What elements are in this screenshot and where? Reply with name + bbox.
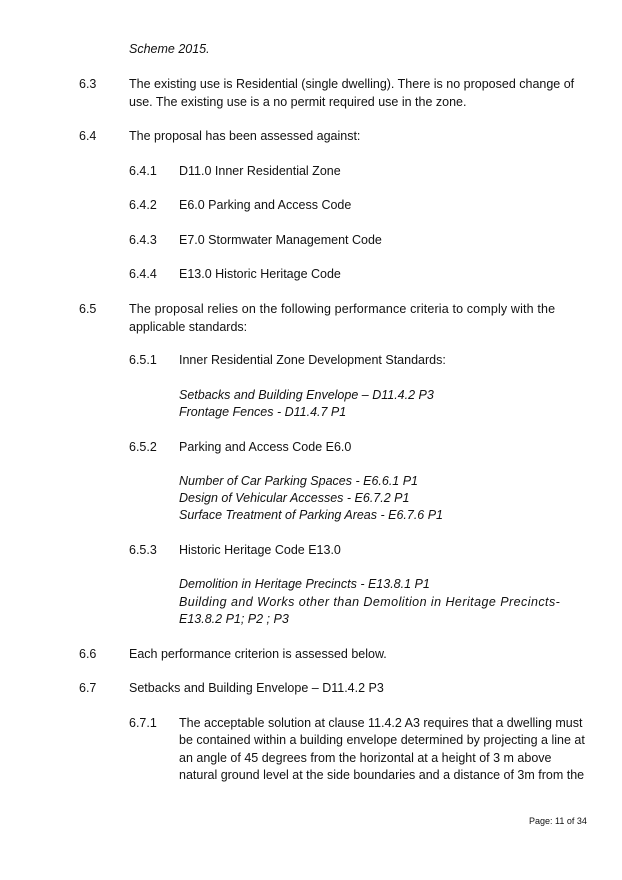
- item-number-6-5-3: 6.5.3: [129, 543, 157, 557]
- item-6-4-2-text: E6.0 Parking and Access Code: [179, 198, 352, 212]
- criterion-6-5-2-b: Design of Vehicular Accesses - E6.7.2 P1: [179, 491, 410, 505]
- item-number-6-5-1: 6.5.1: [129, 353, 157, 367]
- criterion-6-5-3-a: Demolition in Heritage Precincts - E13.8.1 P1: [179, 577, 430, 591]
- section-6-5-line-2: applicable standards:: [129, 320, 248, 334]
- item-6-7-1-line-1: The acceptable solution at clause 11.4.2 A3 requires that a dwelling must: [179, 716, 583, 730]
- section-6-6-text: Each performance criterion is assessed below.: [129, 647, 387, 661]
- item-6-7-1-line-2: be contained within a building envelope determined by projecting a line at: [179, 733, 585, 747]
- item-number-6-5-2: 6.5.2: [129, 440, 157, 454]
- item-6-5-2-text: Parking and Access Code E6.0: [179, 440, 352, 454]
- section-6-3-line-1: The existing use is Residential (single dwelling). There is no proposed change of: [129, 77, 575, 91]
- item-6-5-1-text: Inner Residential Zone Development Standards:: [179, 353, 446, 367]
- item-6-4-3-text: E7.0 Stormwater Management Code: [179, 233, 382, 247]
- criterion-6-5-3-b: Building and Works other than Demolition in Heritage Precincts-: [179, 595, 561, 609]
- criterion-6-5-3-c: E13.8.2 P1; P2 ; P3: [179, 612, 289, 626]
- section-number-6-3: 6.3: [79, 77, 97, 91]
- section-number-6-7: 6.7: [79, 681, 97, 695]
- item-6-4-1-text: D11.0 Inner Residential Zone: [179, 164, 341, 178]
- item-number-6-4-2: 6.4.2: [129, 198, 157, 212]
- item-number-6-7-1: 6.7.1: [129, 716, 157, 730]
- section-6-3-line-2: use. The existing use is a no permit required use in the zone.: [129, 95, 467, 109]
- section-6-7-text: Setbacks and Building Envelope – D11.4.2 P3: [129, 681, 384, 695]
- page-number-footer: Page: 11 of 34: [529, 816, 587, 826]
- criterion-6-5-1-b: Frontage Fences - D11.4.7 P1: [179, 405, 347, 419]
- item-number-6-4-1: 6.4.1: [129, 164, 157, 178]
- intro-line: Scheme 2015.: [129, 42, 210, 56]
- item-6-7-1-line-3: an angle of 45 degrees from the horizontal at a height of 3 m above: [179, 751, 552, 765]
- item-number-6-4-3: 6.4.3: [129, 233, 157, 247]
- section-6-5-line-1: The proposal relies on the following performance criteria to comply with the: [129, 302, 556, 316]
- criterion-6-5-1-a: Setbacks and Building Envelope – D11.4.2 P3: [179, 388, 434, 402]
- item-6-7-1-line-4: natural ground level at the side boundaries and a distance of 3m from the: [179, 768, 585, 782]
- section-6-4-text: The proposal has been assessed against:: [129, 129, 361, 143]
- item-6-5-3-text: Historic Heritage Code E13.0: [179, 543, 341, 557]
- section-number-6-6: 6.6: [79, 647, 97, 661]
- section-number-6-5: 6.5: [79, 302, 97, 316]
- item-number-6-4-4: 6.4.4: [129, 267, 157, 281]
- criterion-6-5-2-a: Number of Car Parking Spaces - E6.6.1 P1: [179, 474, 419, 488]
- criterion-6-5-2-c: Surface Treatment of Parking Areas - E6.7.6 P1: [179, 508, 444, 522]
- section-number-6-4: 6.4: [79, 129, 97, 143]
- item-6-4-4-text: E13.0 Historic Heritage Code: [179, 267, 341, 281]
